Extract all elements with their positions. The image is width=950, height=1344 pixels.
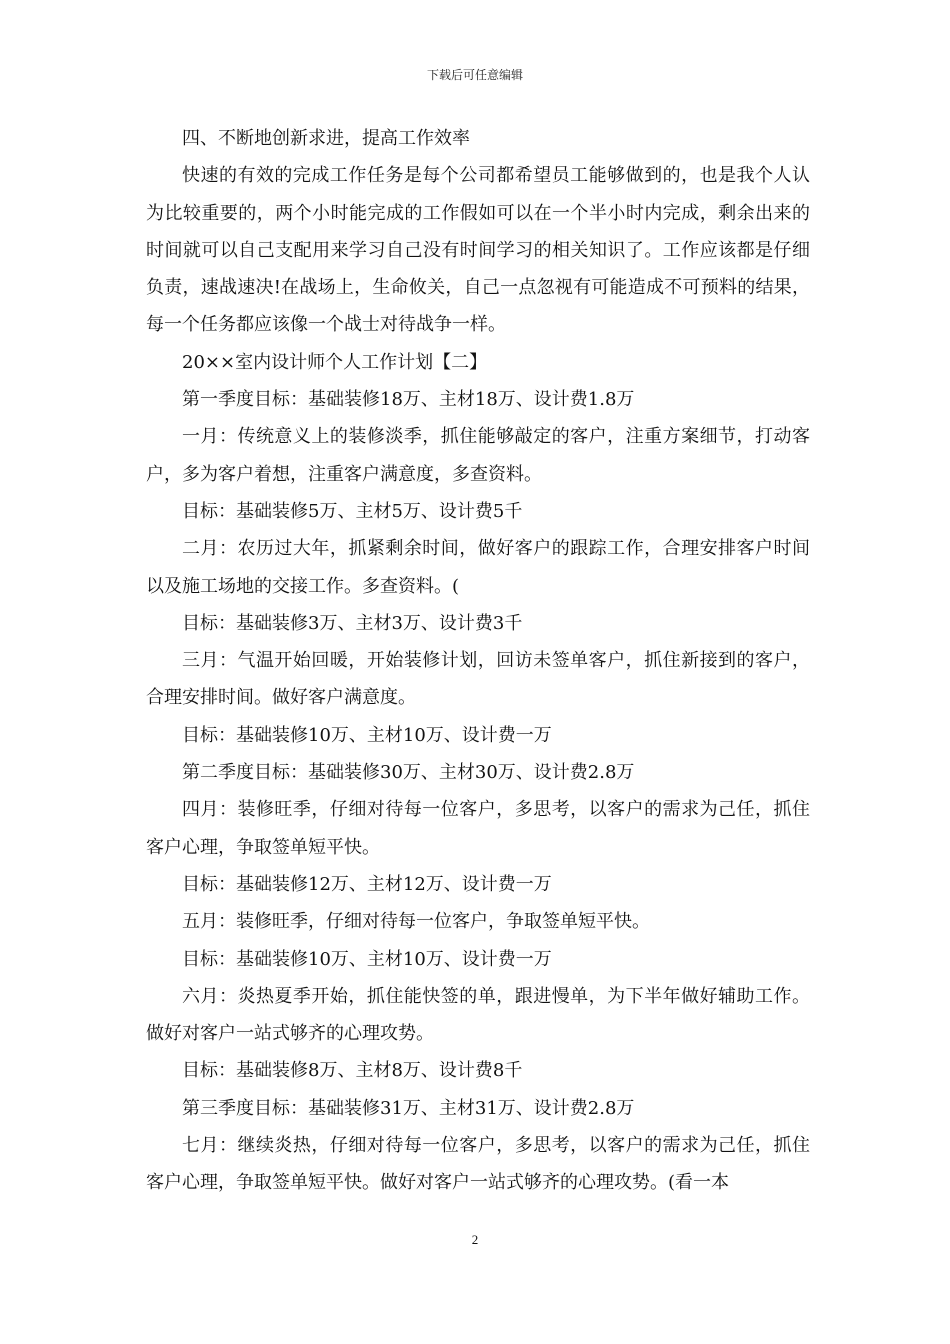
document-body xyxy=(146,120,810,1202)
page-number: 2 xyxy=(471,1232,479,1247)
january-target: 目标：基础装修5万、主材5万、设计费5千 xyxy=(182,500,523,522)
february-plan: 二月：农历过大年，抓紧剩余时间，做好客户的跟踪工作，合理安排客户时间以及施工场地的交接工作。多查资料。( xyxy=(146,538,810,597)
april-target: 目标：基础装修12万、主材12万、设计费一万 xyxy=(182,873,552,895)
page-header: 下载后可任意编辑 xyxy=(426,68,523,82)
june-target: 目标：基础装修8万、主材8万、设计费8千 xyxy=(182,1060,523,1082)
q1-target: 第一季度目标：基础装修18万、主材18万、设计费1.8万 xyxy=(182,389,635,411)
march-plan: 三月：气温开始回暖，开始装修计划，回访未签单客户，抓住新接到的客户，合理安排时间。做好客户满意度。 xyxy=(146,650,810,709)
june-plan: 六月：炎热夏季开始，抓住能快签的单，跟进慢单，为下半年做好辅助工作。做好对客户一站式够齐的心理攻势。 xyxy=(146,985,810,1045)
april-plan: 四月：装修旺季，仔细对待每一位客户，多思考，以客户的需求为己任，抓住客户心理，争取签单短平快。 xyxy=(146,799,810,858)
q3-target: 第三季度目标：基础装修31万、主材31万、设计费2.8万 xyxy=(182,1097,635,1119)
february-target: 目标：基础装修3万、主材3万、设计费3千 xyxy=(182,612,523,634)
q2-target: 第二季度目标：基础装修30万、主材30万、设计费2.8万 xyxy=(182,762,635,784)
section-heading: 四、不断地创新求进，提高工作效率 xyxy=(182,128,470,149)
july-plan: 七月：继续炎热，仔细对待每一位客户，多思考，以客户的需求为己任，抓住客户心理，争取签单短平快。做好对客户一站式够齐的心理攻势。(看一本 xyxy=(146,1135,810,1194)
may-plan: 五月：装修旺季，仔细对待每一位客户，争取签单短平快。 xyxy=(182,911,650,933)
plan-title: 20××室内设计师个人工作计划【二】 xyxy=(182,351,488,373)
may-target: 目标：基础装修10万、主材10万、设计费一万 xyxy=(182,948,552,970)
body-paragraph: 快速的有效的完成工作任务是每个公司都希望员工能够做到的，也是我个人认为比较重要的，两个小时能完成的工作假如可以在一个半小时内完成，剩余出来的时间就可以自己支配用来学习自己没有时间学习的相关知识了。工作应该都是仔细负责，速战速决!在战场上，生命攸关，自己一点忽视有可能造成不可预料的结果，每一个任务都应该像一个战士对待战争一样。 xyxy=(146,165,810,336)
january-plan: 一月：传统意义上的装修淡季，抓住能够敲定的客户，注重方案细节，打动客户，多为客户着想，注重客户满意度，多查资料。 xyxy=(146,426,810,485)
march-target: 目标：基础装修10万、主材10万、设计费一万 xyxy=(182,724,552,746)
